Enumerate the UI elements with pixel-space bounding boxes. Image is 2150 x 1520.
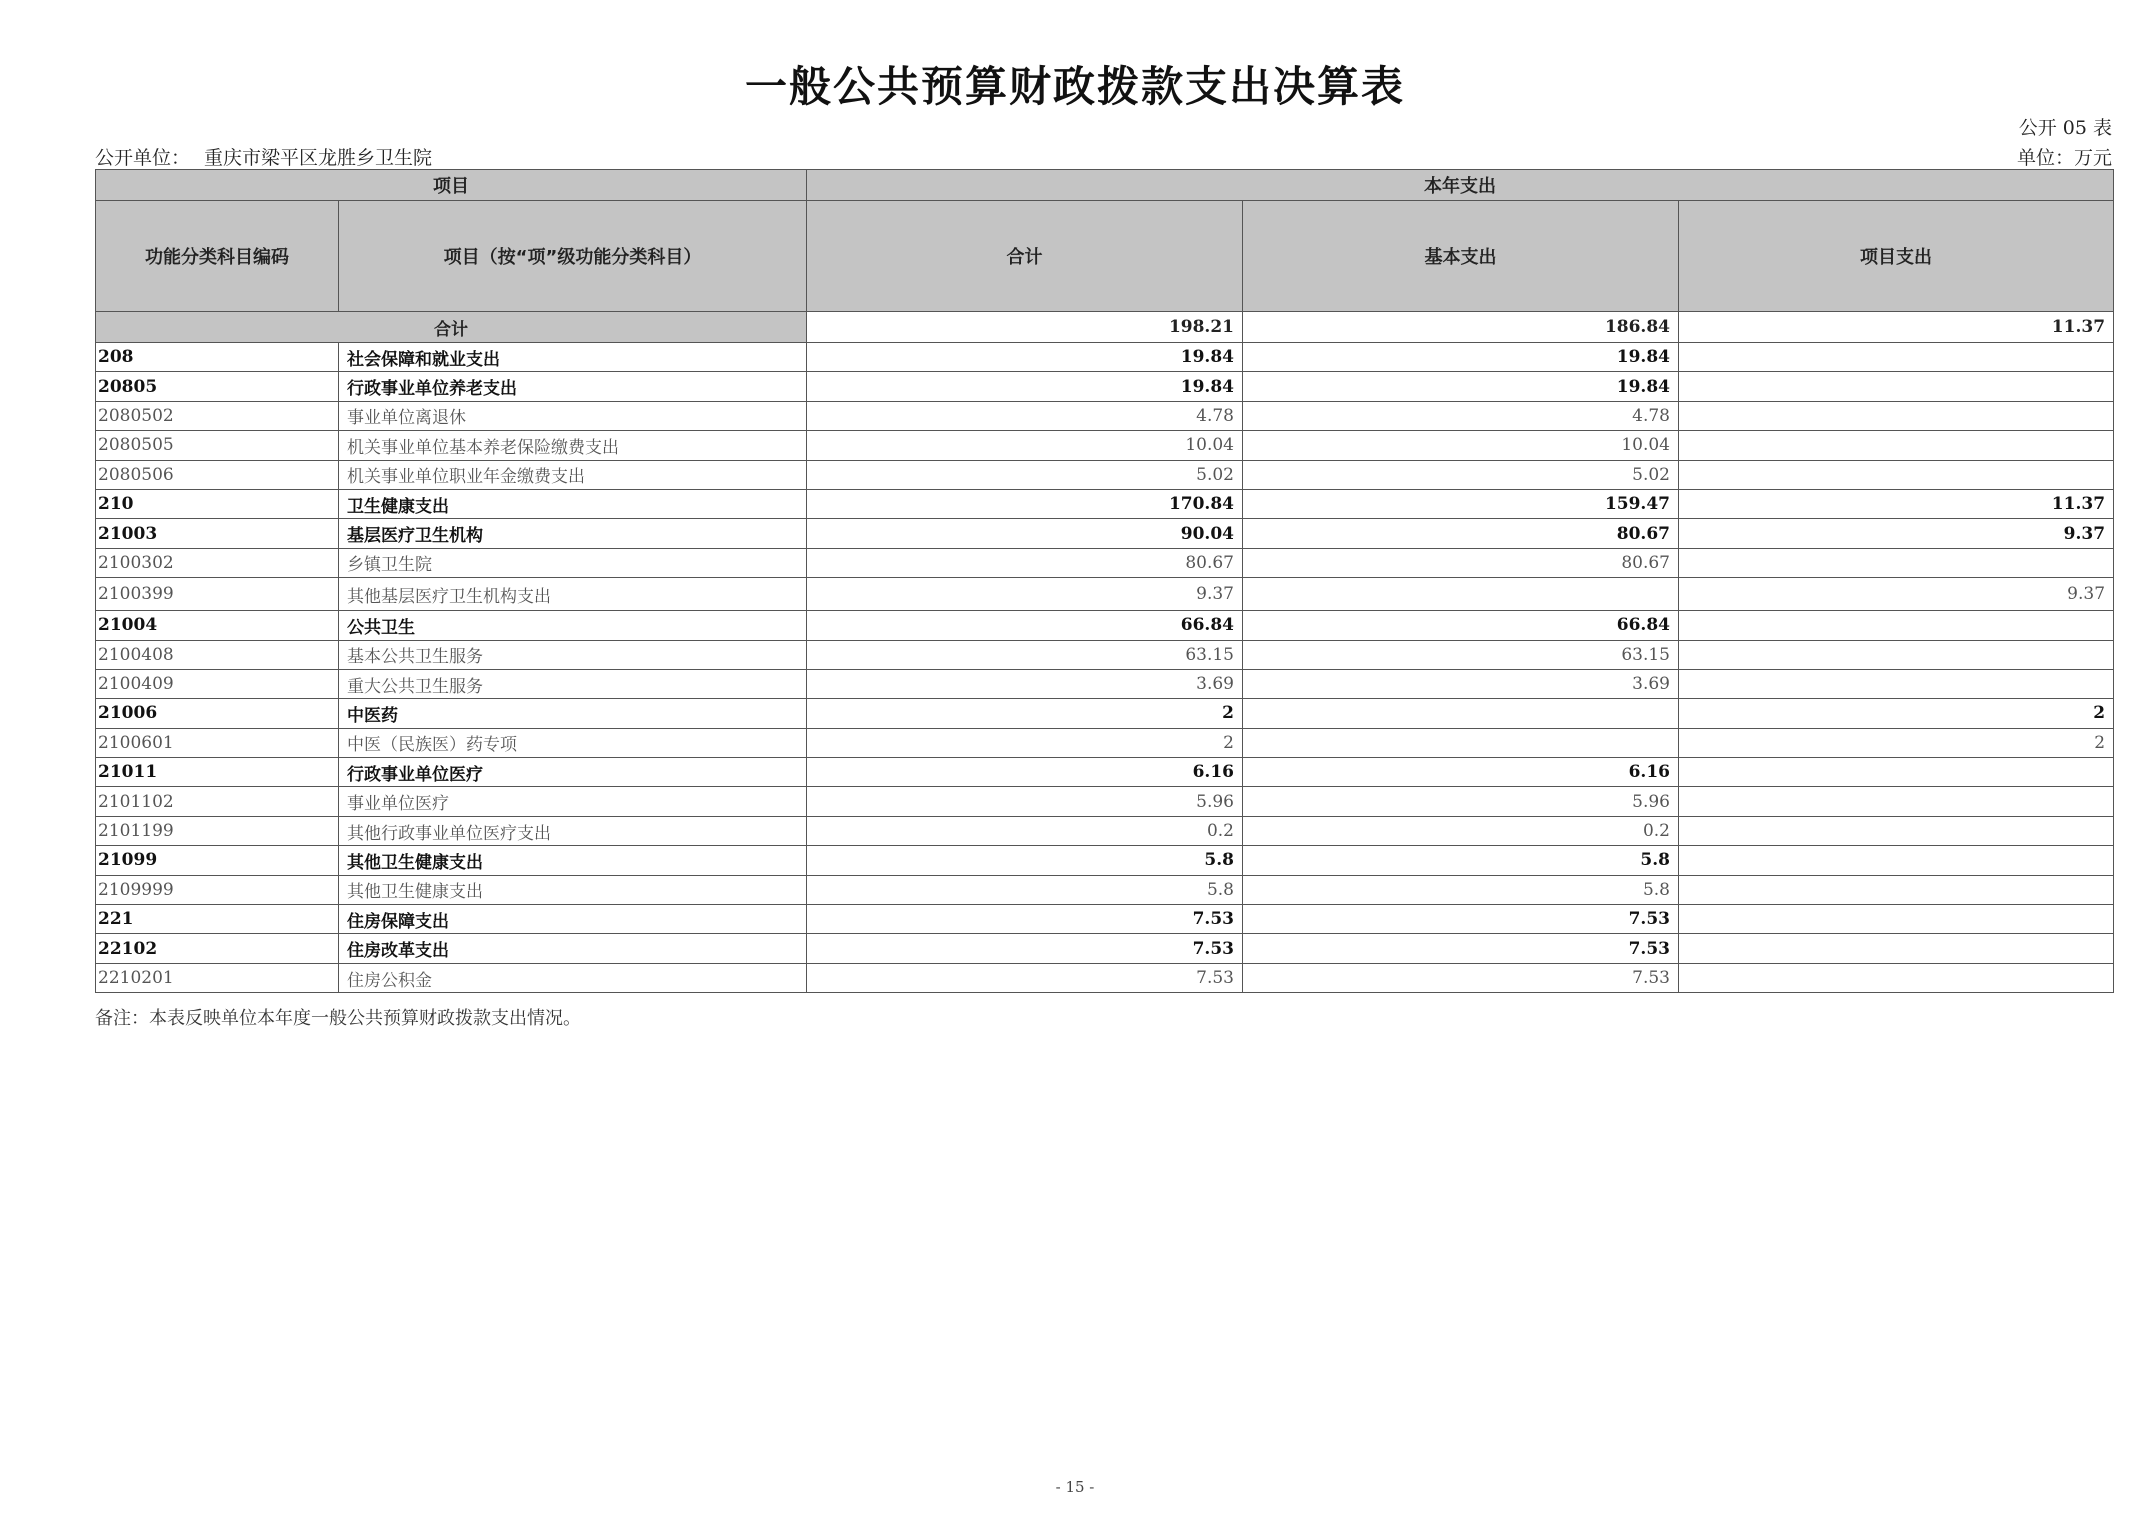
column-header-code: 功能分类科目编码 [96,201,339,312]
name-cell: 基本公共卫生服务 [339,640,807,669]
basic-cell: 10.04 [1243,431,1679,460]
table-row [96,578,2114,611]
total-cell: 0.2 [807,816,1243,845]
name-cell: 中医药 [339,699,807,728]
code-cell: 21003 [96,519,339,548]
project-cell [1679,640,2114,669]
name-cell: 机关事业单位职业年金缴费支出 [339,460,807,489]
code-cell: 22102 [96,934,339,963]
basic-cell: 66.84 [1243,611,1679,640]
project-cell: 2 [1679,728,2114,757]
basic-cell: 7.53 [1243,905,1679,934]
code-cell: 2100302 [96,548,339,577]
code-cell: 221 [96,905,339,934]
project-cell [1679,787,2114,816]
header-current-year-group: 本年支出 [807,170,2114,201]
form-number: 公开 05 表 [2018,117,2112,139]
code-cell: 2210201 [96,963,339,992]
basic-cell: 80.67 [1243,548,1679,577]
column-header-total: 合计 [807,201,1243,312]
name-cell: 事业单位离退休 [339,401,807,430]
total-cell: 63.15 [807,640,1243,669]
total-cell: 7.53 [807,963,1243,992]
project-cell [1679,963,2114,992]
name-cell: 重大公共卫生服务 [339,669,807,698]
table-row [96,699,2114,728]
name-cell: 社会保障和就业支出 [339,343,807,372]
project-cell [1679,372,2114,401]
basic-cell: 19.84 [1243,343,1679,372]
total-cell: 5.96 [807,787,1243,816]
basic-cell [1243,699,1679,728]
project-cell [1679,460,2114,489]
column-header-project: 项目支出 [1679,201,2114,312]
project-cell [1679,934,2114,963]
column-header-name: 项目（按“项”级功能分类科目） [339,201,807,312]
table-row [96,816,2114,845]
table-row [96,519,2114,548]
header-project-group: 项目 [96,170,807,201]
code-cell: 2101102 [96,787,339,816]
project-cell [1679,905,2114,934]
name-cell: 住房公积金 [339,963,807,992]
header-group-row [96,170,2114,201]
table-row [96,787,2114,816]
name-cell: 事业单位医疗 [339,787,807,816]
project-cell: 11.37 [1679,489,2114,518]
basic-cell: 19.84 [1243,372,1679,401]
code-cell: 21011 [96,758,339,787]
name-cell: 乡镇卫生院 [339,548,807,577]
project-cell [1679,548,2114,577]
code-cell: 2101199 [96,816,339,845]
basic-cell: 80.67 [1243,519,1679,548]
code-cell: 2080502 [96,401,339,430]
total-row-label: 合计 [96,312,807,343]
total-cell: 7.53 [807,934,1243,963]
name-cell: 机关事业单位基本养老保险缴费支出 [339,431,807,460]
basic-cell: 4.78 [1243,401,1679,430]
name-cell: 公共卫生 [339,611,807,640]
page-title: 一般公共预算财政拨款支出决算表 [744,62,1405,111]
total-cell: 5.8 [807,846,1243,875]
table-row [96,343,2114,372]
header-column-row [96,201,2114,312]
table-row [96,640,2114,669]
code-cell: 2100409 [96,669,339,698]
name-cell: 其他卫生健康支出 [339,875,807,904]
name-cell: 卫生健康支出 [339,489,807,518]
name-cell: 中医（民族医）药专项 [339,728,807,757]
basic-cell: 5.02 [1243,460,1679,489]
code-cell: 2080505 [96,431,339,460]
basic-cell: 159.47 [1243,489,1679,518]
code-cell: 21099 [96,846,339,875]
name-cell: 行政事业单位医疗 [339,758,807,787]
table-row [96,669,2114,698]
total-cell: 3.69 [807,669,1243,698]
basic-cell: 7.53 [1243,963,1679,992]
code-cell: 2100399 [96,578,339,611]
page-number: - 15 - [1055,1478,1095,1496]
total-cell: 2 [807,728,1243,757]
table-row [96,611,2114,640]
code-cell: 21004 [96,611,339,640]
basic-cell: 5.96 [1243,787,1679,816]
project-cell [1679,611,2114,640]
basic-cell: 0.2 [1243,816,1679,845]
reporting-unit [95,143,432,170]
code-cell: 2109999 [96,875,339,904]
project-cell: 9.37 [1679,519,2114,548]
table-row [96,460,2114,489]
project-cell [1679,758,2114,787]
total-cell: 5.02 [807,460,1243,489]
project-cell: 2 [1679,699,2114,728]
total-cell: 80.67 [807,548,1243,577]
name-cell: 住房保障支出 [339,905,807,934]
name-cell: 其他卫生健康支出 [339,846,807,875]
code-cell: 2100601 [96,728,339,757]
table-row [96,934,2114,963]
reporting-unit-label: 公开单位： [95,147,191,169]
code-cell: 2080506 [96,460,339,489]
total-cell: 6.16 [807,758,1243,787]
project-cell [1679,669,2114,698]
reporting-unit-name: 重庆市梁平区龙胜乡卫生院 [204,147,433,169]
project-cell [1679,875,2114,904]
name-cell: 其他基层医疗卫生机构支出 [339,578,807,611]
table-row [96,401,2114,430]
total-cell: 5.8 [807,875,1243,904]
project-cell [1679,343,2114,372]
table-row [96,431,2114,460]
basic-cell [1243,728,1679,757]
total-row [96,312,2114,343]
total-cell: 19.84 [807,343,1243,372]
total-row-total: 198.21 [807,312,1243,343]
total-cell: 10.04 [807,431,1243,460]
money-unit: 单位：万元 [2016,147,2112,169]
total-cell: 2 [807,699,1243,728]
total-cell: 90.04 [807,519,1243,548]
basic-cell: 3.69 [1243,669,1679,698]
project-cell [1679,401,2114,430]
basic-cell: 63.15 [1243,640,1679,669]
name-cell: 行政事业单位养老支出 [339,372,807,401]
name-cell: 基层医疗卫生机构 [339,519,807,548]
code-cell: 20805 [96,372,339,401]
code-cell: 21006 [96,699,339,728]
name-cell: 住房改革支出 [339,934,807,963]
basic-cell: 6.16 [1243,758,1679,787]
name-cell: 其他行政事业单位医疗支出 [339,816,807,845]
table-row [96,372,2114,401]
basic-cell: 5.8 [1243,846,1679,875]
project-cell: 9.37 [1679,578,2114,611]
total-row-project: 11.37 [1679,312,2114,343]
table-row [96,758,2114,787]
code-cell: 210 [96,489,339,518]
basic-cell: 5.8 [1243,875,1679,904]
table-row [96,548,2114,577]
expenditure-table [95,169,2114,993]
table-row [96,846,2114,875]
total-cell: 19.84 [807,372,1243,401]
table-row [96,728,2114,757]
project-cell [1679,431,2114,460]
table-row [96,489,2114,518]
basic-cell: 7.53 [1243,934,1679,963]
project-cell [1679,816,2114,845]
table-row [96,905,2114,934]
total-cell: 7.53 [807,905,1243,934]
total-row-basic: 186.84 [1243,312,1679,343]
basic-cell [1243,578,1679,611]
column-header-basic: 基本支出 [1243,201,1679,312]
total-cell: 66.84 [807,611,1243,640]
total-cell: 4.78 [807,401,1243,430]
remark-note: 备注：本表反映单位本年度一般公共预算财政拨款支出情况。 [95,1008,581,1029]
code-cell: 208 [96,343,339,372]
project-cell [1679,846,2114,875]
table-row [96,963,2114,992]
code-cell: 2100408 [96,640,339,669]
table-row [96,875,2114,904]
total-cell: 9.37 [807,578,1243,611]
total-cell: 170.84 [807,489,1243,518]
